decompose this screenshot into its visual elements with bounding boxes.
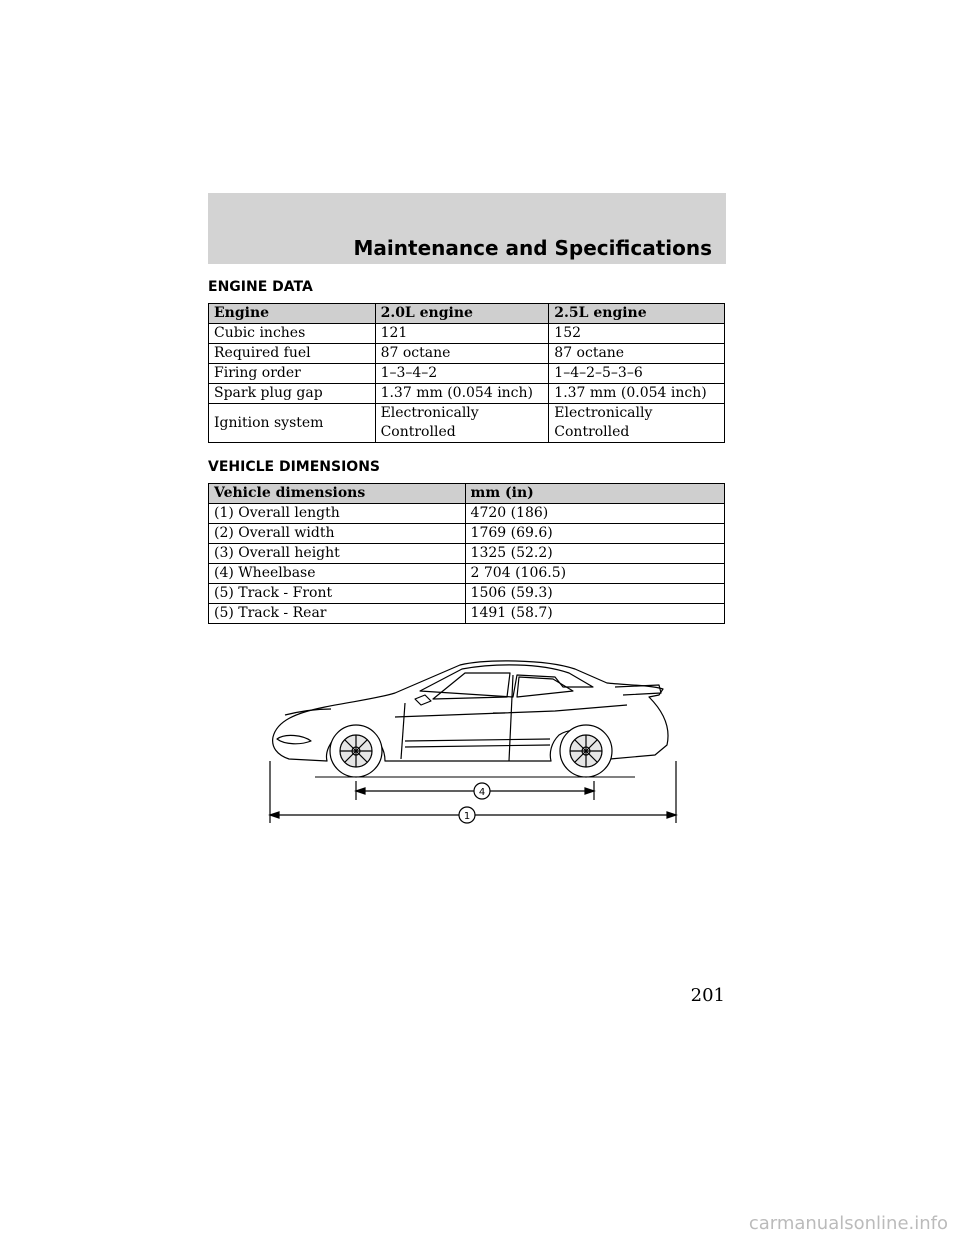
table-cell: 1.37 mm (0.054 inch) bbox=[549, 384, 725, 404]
table-cell: (1) Overall length bbox=[209, 504, 466, 524]
table-cell: Required fuel bbox=[209, 344, 376, 364]
table-cell: 87 octane bbox=[549, 344, 725, 364]
table-cell: Ignition system bbox=[209, 404, 376, 443]
table-row bbox=[209, 544, 725, 564]
table-cell: 1–3–4–2 bbox=[375, 364, 549, 384]
front-wheel bbox=[330, 725, 382, 777]
table-cell: 121 bbox=[375, 324, 549, 344]
table-cell: 1506 (59.3) bbox=[465, 584, 724, 604]
table-header-row bbox=[209, 484, 725, 504]
table-header-cell: 2.0L engine bbox=[375, 304, 549, 324]
table-cell: 2 704 (106.5) bbox=[465, 564, 724, 584]
table-cell: Firing order bbox=[209, 364, 376, 384]
table-cell: 1491 (58.7) bbox=[465, 604, 724, 624]
table-header-cell: 2.5L engine bbox=[549, 304, 725, 324]
table-cell: 1325 (52.2) bbox=[465, 544, 724, 564]
table-row bbox=[209, 604, 725, 624]
header-band bbox=[208, 193, 726, 264]
table-row bbox=[209, 324, 725, 344]
overall-length-dimension-line bbox=[270, 761, 676, 823]
table-row bbox=[209, 404, 725, 443]
table-row bbox=[209, 384, 725, 404]
table-cell: 152 bbox=[549, 324, 725, 344]
table-cell: 1769 (69.6) bbox=[465, 524, 724, 544]
table-cell: 4720 (186) bbox=[465, 504, 724, 524]
page-number: 201 bbox=[690, 985, 725, 1006]
page-section-title: Maintenance and Specifications bbox=[353, 236, 712, 260]
table-row bbox=[209, 584, 725, 604]
table-cell: 87 octane bbox=[375, 344, 549, 364]
engine-data-table bbox=[208, 303, 725, 443]
table-header-row bbox=[209, 304, 725, 324]
table-cell: Electronically Controlled bbox=[375, 404, 549, 443]
table-row bbox=[209, 364, 725, 384]
overall-length-label: 1 bbox=[463, 811, 471, 822]
car-dimension-illustration bbox=[255, 655, 695, 830]
table-cell: 1–4–2–5–3–6 bbox=[549, 364, 725, 384]
table-cell: (4) Wheelbase bbox=[209, 564, 466, 584]
vehicle-dimensions-heading: VEHICLE DIMENSIONS bbox=[208, 459, 380, 475]
table-cell: (5) Track - Front bbox=[209, 584, 466, 604]
engine-data-heading: ENGINE DATA bbox=[208, 279, 313, 295]
table-row bbox=[209, 344, 725, 364]
wheelbase-label: 4 bbox=[478, 787, 486, 798]
table-cell: Electronically Controlled bbox=[549, 404, 725, 443]
table-cell: Spark plug gap bbox=[209, 384, 376, 404]
table-header-cell: mm (in) bbox=[465, 484, 724, 504]
table-cell: (5) Track - Rear bbox=[209, 604, 466, 624]
table-row bbox=[209, 564, 725, 584]
table-cell: 1.37 mm (0.054 inch) bbox=[375, 384, 549, 404]
watermark: carmanualsonline.info bbox=[748, 1213, 948, 1234]
table-cell: Cubic inches bbox=[209, 324, 376, 344]
table-cell: (3) Overall height bbox=[209, 544, 466, 564]
table-row bbox=[209, 524, 725, 544]
wheelbase-dimension-line bbox=[356, 781, 594, 800]
table-header-cell: Vehicle dimensions bbox=[209, 484, 466, 504]
table-row bbox=[209, 504, 725, 524]
rear-wheel bbox=[560, 725, 612, 777]
vehicle-dimensions-table bbox=[208, 483, 725, 624]
table-cell: (2) Overall width bbox=[209, 524, 466, 544]
table-header-cell: Engine bbox=[209, 304, 376, 324]
